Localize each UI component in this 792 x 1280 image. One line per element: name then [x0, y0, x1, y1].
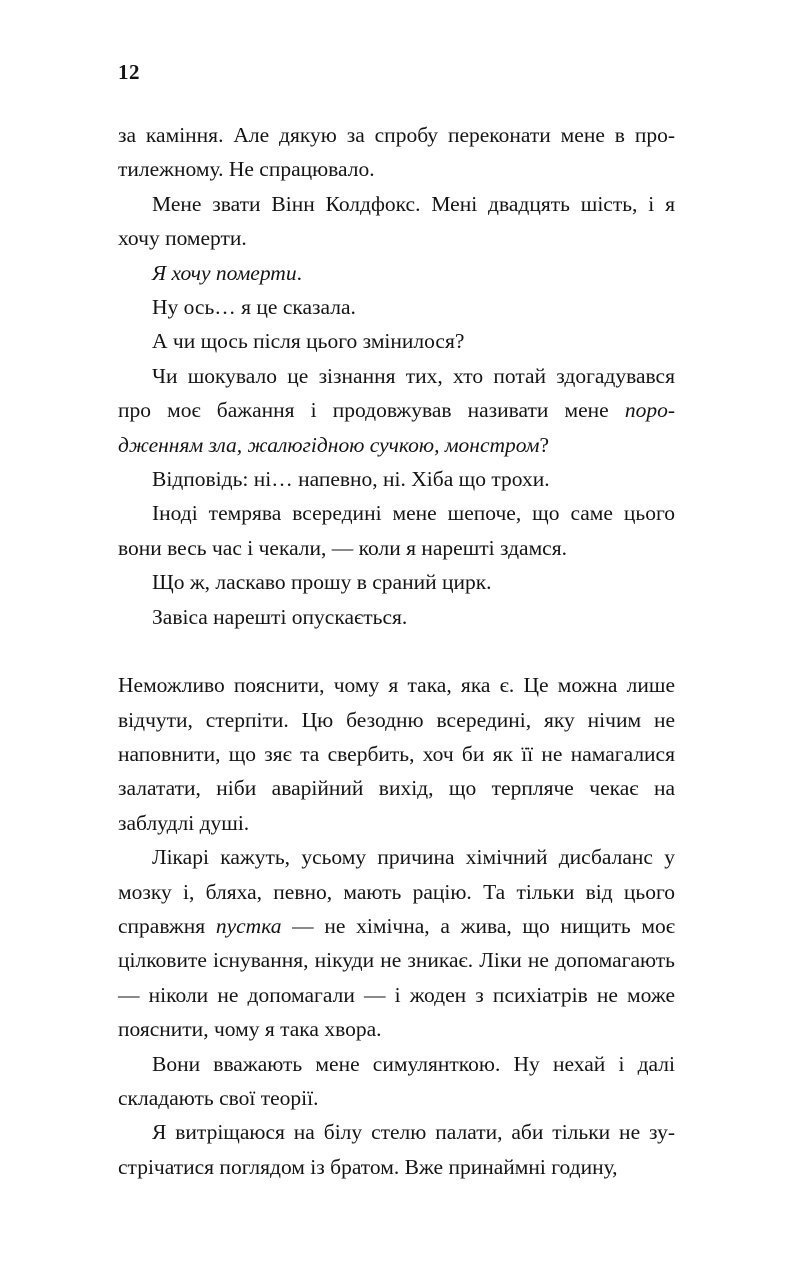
paragraph: Іноді темрява всередині мене шепоче, що саме цього вони весь час і чекали, — коли я нарешті здамся. [118, 501, 675, 560]
paragraph: Що ж, ласкаво прошу в сраний цирк. [152, 570, 492, 595]
paragraph: Я хочу померти. [152, 260, 302, 285]
paragraph: Неможливо пояснити, чому я така, яка є. Це можна лише відчути, стерпіти. Цю безодню всередині, яку нічим не наповнити, що зяє та свербить, хоч би як її не намагалися залатати, ніби аварійний вихід, що терпляче чекає на заблудлі душі. [118, 673, 675, 835]
paragraph: Мене звати Вінн Колдфокс. Мені двадцять шість, і я хочу померти. [118, 191, 675, 251]
paragraph: Лікарі кажуть, усьому причина хімічний дисбаланс у мозку і, бляха, певно, мають рацію. Та тільки від цього справжня пустка — не хімічна, а жива, що нищить моє цілковите існування, нікуди не зникає. Ліки не допомагають — ніколи не допомагали — і жоден з психіатрів не може пояснити, чому я така хвора. [118, 845, 675, 1042]
paragraph: за каміння. Але дякую за спробу переконати мене в протилежному. Не спрацювало. [118, 123, 675, 182]
page-text-body [118, 118, 675, 1184]
paragraph: Завіса нарешті опускається. [152, 604, 408, 629]
paragraph: Я витріщаюся на білу стелю палати, аби тільки не зустрічатися поглядом із братом. Вже принаймні годину, [118, 1120, 675, 1179]
paragraph: Вони вважають мене симулянткою. Ну нехай і далі складають свої теорії. [118, 1051, 675, 1110]
paragraph: Відповідь: ні… напевно, ні. Хіба що трохи. [152, 467, 550, 492]
section-break [118, 634, 675, 668]
paragraph: А чи щось після цього змінилося? [152, 329, 465, 354]
page-number: 12 [118, 60, 140, 84]
paragraph: Ну ось… я це сказала. [152, 295, 356, 320]
paragraph: Чи шокувало це зізнання тих, хто потай здогадувався про моє бажання і продовжував називати мене породженням зла, жалюгідною сучкою, монстром? [118, 363, 675, 457]
